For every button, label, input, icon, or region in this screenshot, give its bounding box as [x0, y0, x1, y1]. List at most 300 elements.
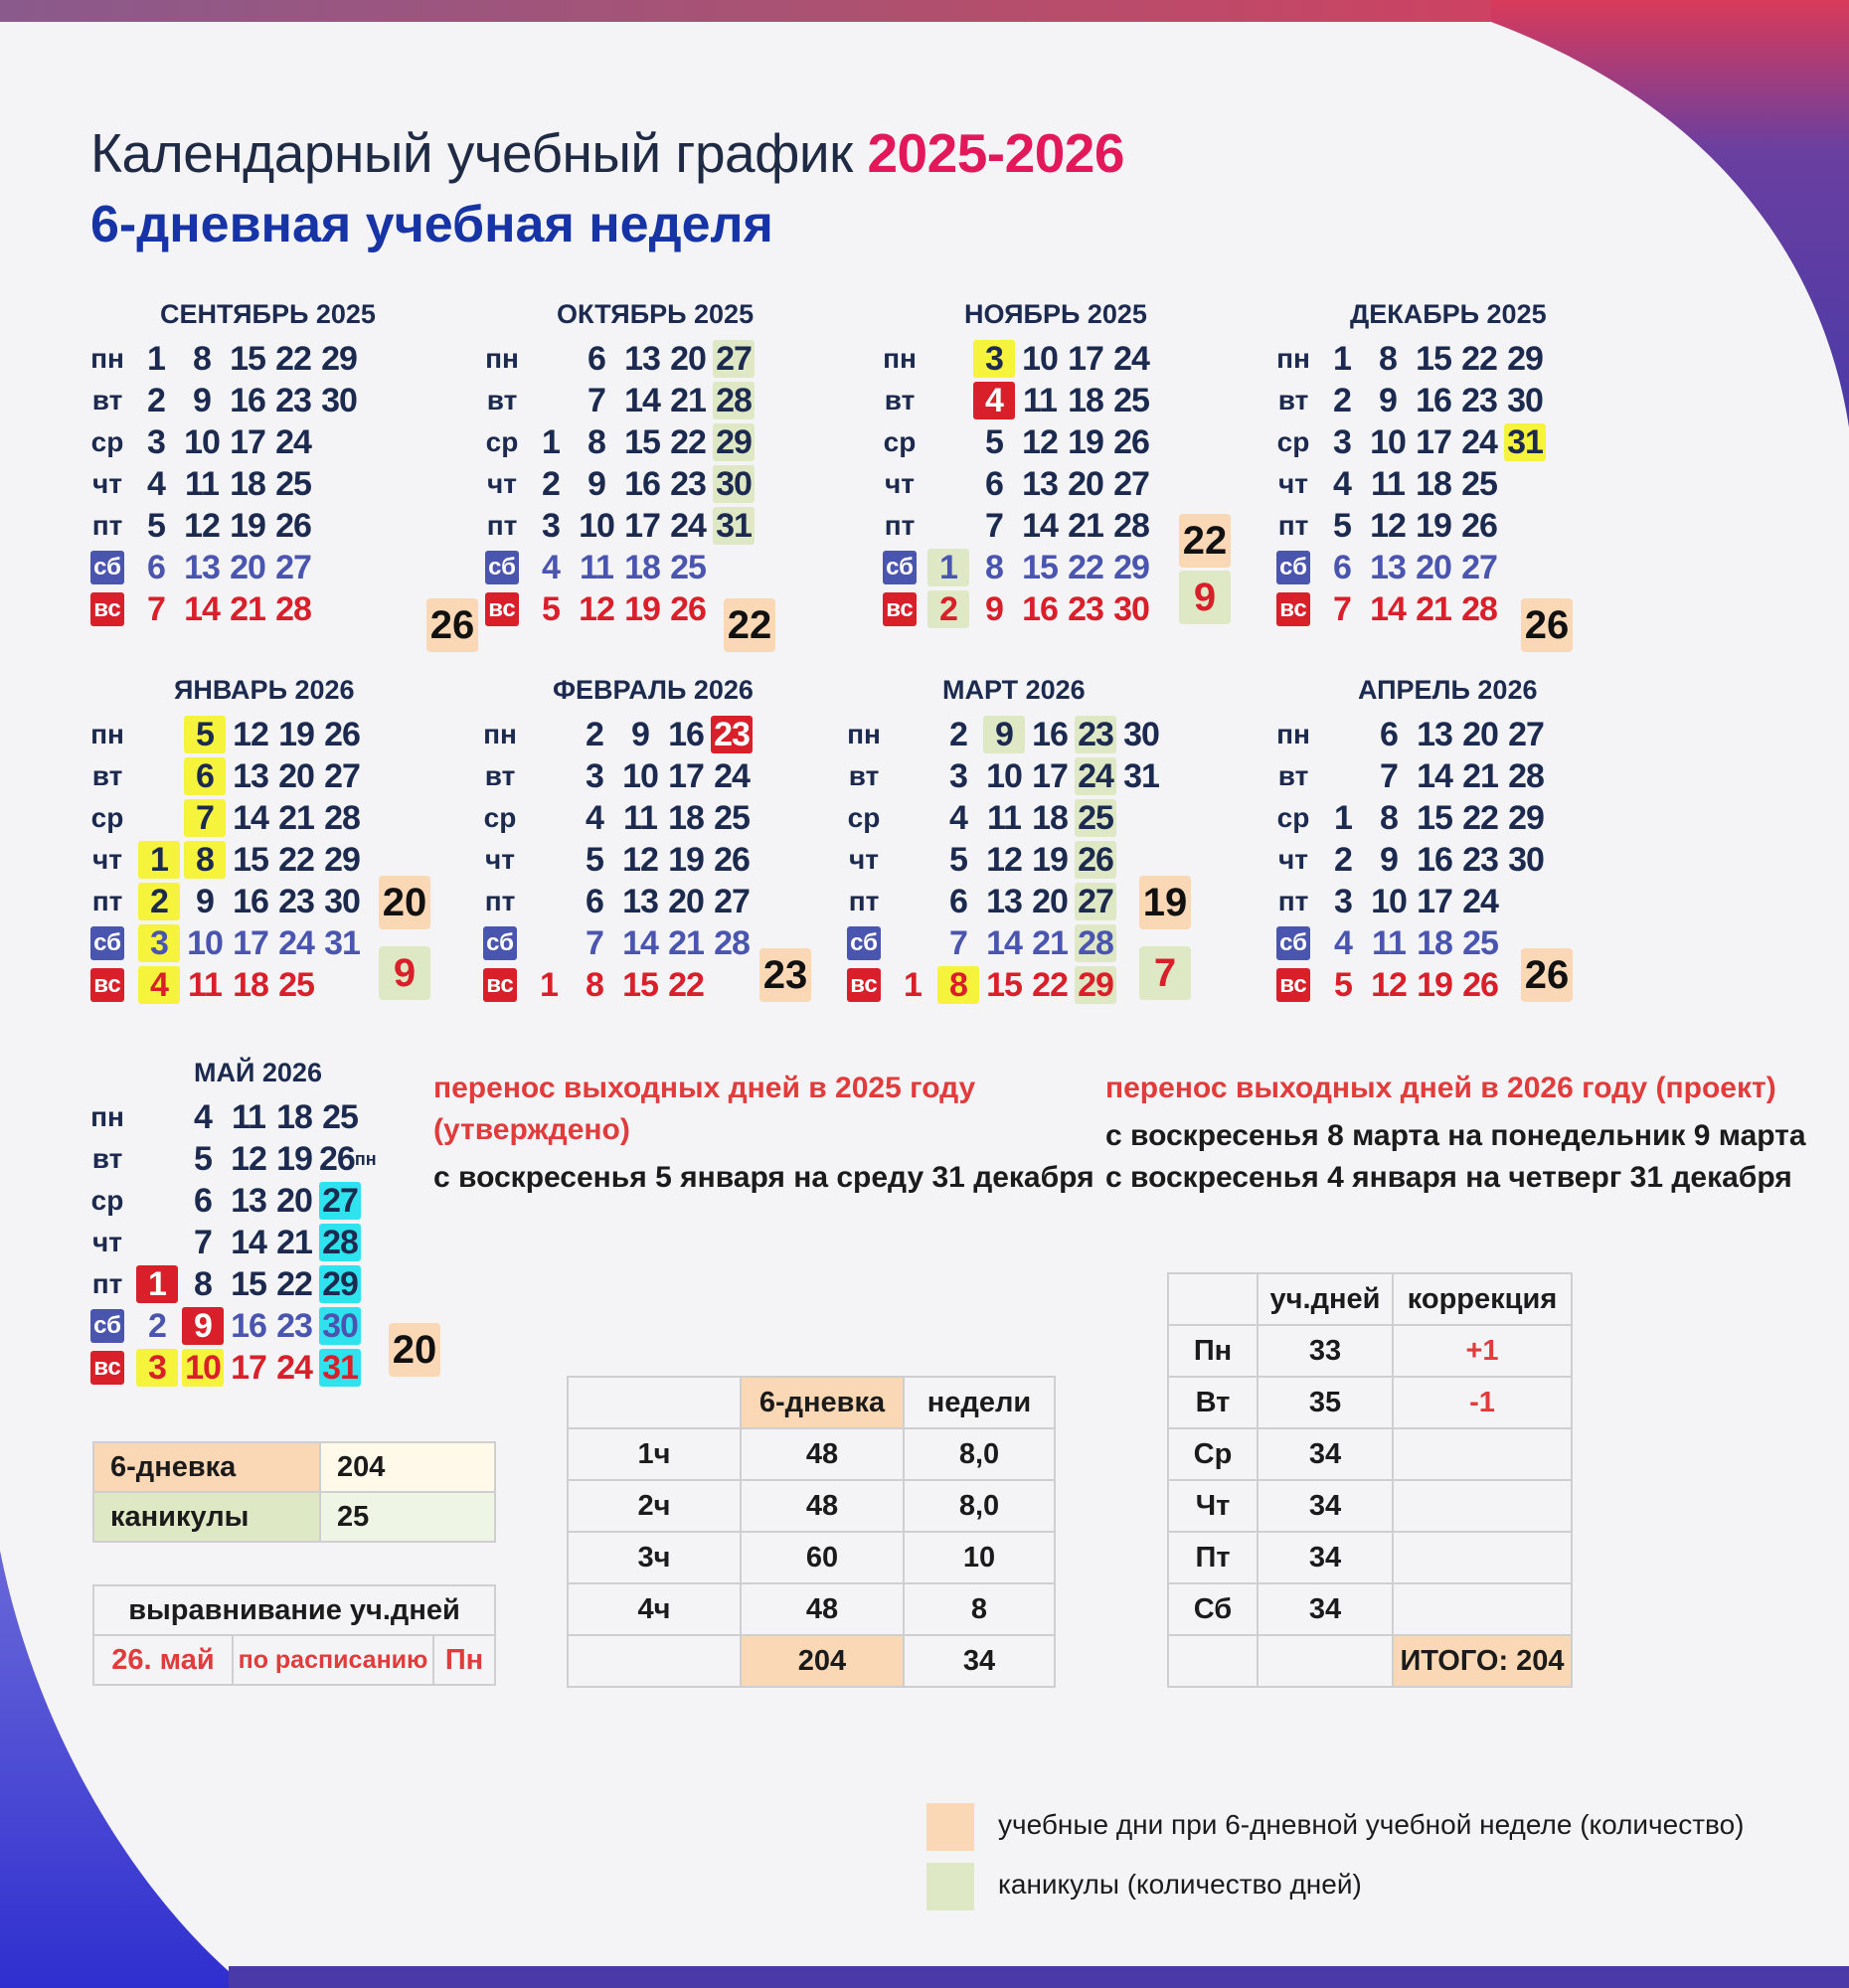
weekday-label: вс — [1276, 592, 1310, 626]
day-cell: 20 — [668, 882, 704, 920]
weekday-days — [1258, 1635, 1393, 1687]
day-cell: 4 — [194, 1097, 212, 1136]
month-title: МАРТ 2026 — [942, 675, 1086, 705]
day-cell: 8 — [588, 422, 605, 461]
day-cell: 5 — [194, 1139, 212, 1178]
study-days-badge: 20 — [389, 1323, 440, 1377]
day-cell: 7 — [147, 589, 165, 628]
table-row — [1168, 1325, 1572, 1377]
day-cell: 10 — [1370, 422, 1406, 461]
weekday-label: Ср — [1168, 1428, 1258, 1480]
quarter-days: 48 — [741, 1428, 904, 1480]
day-cell: 23 — [1075, 716, 1116, 753]
day-cell: 2 — [949, 715, 967, 753]
day-cell: 21 — [278, 798, 314, 837]
day-cell: 19 — [1417, 965, 1452, 1004]
day-cell: 1 — [927, 549, 969, 586]
quarter-label: 1ч — [568, 1428, 741, 1480]
weekday-label: пт — [884, 510, 916, 541]
day-cell: 22 — [668, 965, 704, 1004]
day-cell: 1 — [540, 965, 558, 1004]
day-cell: 18 — [276, 1097, 312, 1136]
day-cell: 26 — [324, 715, 360, 753]
day-cell: 20 — [1032, 882, 1068, 920]
day-cell: 20 — [276, 1181, 312, 1220]
day-cell: 14 — [622, 923, 658, 962]
alignment-day: Пн — [433, 1635, 495, 1685]
page-subtitle: 6-дневная учебная неделя — [90, 196, 773, 253]
study-days-badge: 22 — [724, 598, 775, 652]
day-cell: 30 — [713, 465, 755, 503]
day-cell: 24 — [276, 1348, 312, 1387]
day-cell: 29 — [1075, 966, 1116, 1004]
day-cell: 8 — [194, 1264, 212, 1303]
table-row — [93, 1585, 495, 1635]
weekday-label: вс — [90, 592, 124, 626]
day-cell: 21 — [1462, 756, 1498, 795]
day-cell: 1 — [1333, 339, 1351, 378]
day-cell: 30 — [1508, 840, 1544, 879]
day-cell: 5 — [985, 422, 1003, 461]
day-cell: 15 — [1417, 798, 1452, 837]
day-cell: 11 — [623, 798, 657, 837]
table-row — [568, 1428, 1055, 1480]
day-cell: 2 — [1334, 840, 1352, 879]
quarter-label — [568, 1635, 741, 1687]
day-cell: 23 — [275, 381, 311, 419]
day-cell: 23 — [278, 882, 314, 920]
day-cell: 23 — [276, 1306, 312, 1345]
day-cell: 15 — [622, 965, 658, 1004]
day-cell: 8 — [937, 966, 979, 1004]
transfers-2025 — [433, 1068, 1094, 1199]
quarter-weeks: 8,0 — [904, 1480, 1055, 1532]
month-block — [483, 672, 841, 1004]
weekday-table — [1167, 1272, 1573, 1688]
day-cell: 18 — [668, 798, 704, 837]
transfers-2025-heading-note: (утверждено) — [433, 1113, 630, 1146]
day-cell: 16 — [231, 1306, 266, 1345]
weekday-label: ср — [1276, 426, 1310, 457]
legend-swatch — [926, 1863, 974, 1910]
day-cell: 19 — [278, 715, 314, 753]
day-cell: 26 — [275, 506, 311, 545]
weekday-label: пн — [90, 1101, 124, 1132]
weekday-days: 34 — [1258, 1480, 1393, 1532]
weekday-label: вт — [91, 1143, 123, 1174]
table-row — [568, 1480, 1055, 1532]
day-cell: 4 — [1334, 923, 1352, 962]
weekday-days: 34 — [1258, 1532, 1393, 1583]
day-cell: 24 — [1075, 757, 1116, 795]
weekday-label: ср — [485, 426, 519, 457]
table-row — [1168, 1532, 1572, 1583]
day-cell: 9 — [1380, 840, 1398, 879]
weekday-label: вт — [91, 760, 123, 791]
month-title: ДЕКАБРЬ 2025 — [1350, 299, 1547, 329]
table-row — [568, 1583, 1055, 1635]
quarters-header: недели — [904, 1377, 1055, 1428]
day-cell: 31 — [1504, 423, 1546, 461]
alignment-table — [92, 1584, 496, 1686]
day-cell: 30 — [324, 882, 360, 920]
month-title: ЯНВАРЬ 2026 — [174, 675, 355, 705]
day-cell: 27 — [319, 1182, 361, 1220]
weekday-label: вс — [1276, 968, 1310, 1002]
day-cell: 12 — [231, 1139, 266, 1178]
day-cell: 5 — [586, 840, 603, 879]
day-cell: 1 — [542, 422, 560, 461]
weekday-correction — [1393, 1428, 1572, 1480]
weekday-label: пн — [1276, 343, 1310, 374]
weekday-label: Сб — [1168, 1583, 1258, 1635]
day-cell: 26 — [1075, 841, 1116, 879]
table-row — [1168, 1273, 1572, 1325]
day-cell: 20 — [230, 548, 265, 586]
day-cell: 26 — [670, 589, 706, 628]
weekday-label: ср — [883, 426, 917, 457]
day-cell: 19 — [668, 840, 704, 879]
day-cell: 4 — [147, 464, 165, 503]
day-cell: 3 — [973, 340, 1015, 378]
day-cell: 30 — [319, 1307, 361, 1345]
day-cell: 3 — [1333, 422, 1351, 461]
weekday-label: Чт — [1168, 1480, 1258, 1532]
day-cell: 25 — [275, 464, 311, 503]
table-row — [568, 1377, 1055, 1428]
day-cell: 21 — [1068, 506, 1103, 545]
weekday-label: сб — [883, 551, 917, 584]
day-cell: 22 — [275, 339, 311, 378]
day-cell: 3 — [949, 756, 967, 795]
day-cell: 25 — [714, 798, 750, 837]
transfers-2025-heading: перенос выходных дней в 2025 году — [433, 1072, 976, 1104]
month-title: ФЕВРАЛЬ 2026 — [553, 675, 754, 705]
transfers-2026 — [1105, 1068, 1806, 1199]
day-cell: 20 — [670, 339, 706, 378]
day-cell: 13 — [986, 882, 1022, 920]
day-cell: 10 — [184, 422, 220, 461]
table-row — [1168, 1583, 1572, 1635]
weekday-label: ср — [90, 802, 124, 833]
weekday-header: коррекция — [1393, 1273, 1572, 1325]
day-cell: 3 — [138, 924, 180, 962]
day-cell: 6 — [1333, 548, 1351, 586]
day-cell: 17 — [1032, 756, 1068, 795]
weekday-label: вт — [486, 385, 518, 415]
weekday-label: пт — [91, 510, 123, 541]
day-cell: 14 — [233, 798, 268, 837]
day-cell: 19 — [624, 589, 660, 628]
day-cell: 3 — [1334, 882, 1352, 920]
day-cell: 10 — [187, 923, 223, 962]
day-cell: 24 — [714, 756, 750, 795]
day-cell: 6 — [1380, 715, 1398, 753]
day-cell: 1 — [1334, 798, 1352, 837]
day-cell: 18 — [233, 965, 268, 1004]
legend-swatch — [926, 1803, 974, 1851]
weekday-days: 35 — [1258, 1377, 1393, 1428]
weekday-label: пт — [91, 886, 123, 916]
weekday-label: сб — [90, 926, 124, 960]
study-days-badge: 20 — [379, 876, 430, 929]
day-cell: 13 — [1417, 715, 1452, 753]
day-cell: 2 — [1333, 381, 1351, 419]
day-cell: 30 — [1113, 589, 1149, 628]
month-block — [847, 672, 1205, 1004]
month-block — [485, 296, 843, 647]
day-cell: 2 — [148, 1306, 166, 1345]
day-cell: 9 — [983, 716, 1025, 753]
weekday-days: 34 — [1258, 1583, 1393, 1635]
day-cell: 14 — [624, 381, 660, 419]
table-row — [93, 1442, 495, 1492]
transfers-2026-heading: перенос выходных дней в 2026 году (проект) — [1105, 1072, 1776, 1104]
day-cell: 10 — [1371, 882, 1407, 920]
month-block — [1276, 672, 1634, 1004]
quarters-header: 6-дневка — [741, 1377, 904, 1428]
day-cell: 11 — [1372, 923, 1406, 962]
day-cell: 28 — [713, 382, 755, 419]
study-days-badge: 26 — [1521, 948, 1573, 1002]
day-cell: 15 — [231, 1264, 266, 1303]
day-cell: 24 — [1113, 339, 1149, 378]
day-cell: 22 — [670, 422, 706, 461]
day-cell: 24 — [1461, 422, 1497, 461]
weekday-label: пт — [484, 886, 516, 916]
day-cell: 22 — [1068, 548, 1103, 586]
study-days-badge: 26 — [426, 598, 478, 652]
day-cell: 27 — [275, 548, 311, 586]
day-cell: 11 — [232, 1097, 265, 1136]
table-row — [568, 1532, 1055, 1583]
day-cell: 22 — [1462, 798, 1498, 837]
day-cell: 4 — [542, 548, 560, 586]
day-cell: 22 — [1032, 965, 1068, 1004]
day-cell: 6 — [194, 1181, 212, 1220]
day-cell: 11 — [1023, 381, 1057, 419]
day-cell: 17 — [231, 1348, 266, 1387]
day-cell: 13 — [184, 548, 220, 586]
month-block — [90, 672, 448, 1004]
quarter-days: 48 — [741, 1480, 904, 1532]
day-cell: 18 — [230, 464, 265, 503]
weekday-label: Вт — [1168, 1377, 1258, 1428]
day-cell: 26 — [1461, 506, 1497, 545]
day-cell: 6 — [184, 757, 226, 795]
weekday-label: сб — [90, 1309, 124, 1343]
day-cell: 8 — [1379, 339, 1397, 378]
day-cell: 12 — [986, 840, 1022, 879]
day-cell: 17 — [624, 506, 660, 545]
day-cell: 4 — [138, 966, 180, 1004]
day-cell: 9 — [1379, 381, 1397, 419]
day-cell: 18 — [624, 548, 660, 586]
month-block — [1276, 296, 1634, 647]
weekday-label: ср — [90, 1185, 124, 1216]
legend-text: каникулы (количество дней) — [998, 1869, 1362, 1900]
day-cell: 24 — [275, 422, 311, 461]
summary-table — [92, 1441, 496, 1543]
summary-value: 25 — [320, 1492, 495, 1542]
transfer-line: с воскресенья 4 января на четверг 31 декабря — [1105, 1161, 1792, 1194]
weekday-label: вт — [1277, 760, 1309, 791]
day-cell: 3 — [136, 1349, 178, 1387]
day-cell: 27 — [714, 882, 750, 920]
month-block — [883, 296, 1241, 628]
weekday-label: чт — [92, 468, 122, 499]
day-cell: 17 — [230, 422, 265, 461]
day-cell: 15 — [986, 965, 1022, 1004]
table-row — [1168, 1428, 1572, 1480]
day-cell: 15 — [624, 422, 660, 461]
day-cell: 24 — [1462, 882, 1498, 920]
weekday-label: чт — [849, 844, 879, 875]
day-cell: 15 — [1416, 339, 1451, 378]
day-cell: 12 — [184, 506, 220, 545]
day-cell: 22 — [1461, 339, 1497, 378]
day-cell: 19 — [1068, 422, 1103, 461]
day-cell: 2 — [147, 381, 165, 419]
day-cell: 24 — [670, 506, 706, 545]
study-days-badge: 19 — [1139, 876, 1191, 929]
day-cell: 12 — [233, 715, 268, 753]
day-cell: 16 — [1416, 381, 1451, 419]
day-cell: 13 — [231, 1181, 266, 1220]
day-cell: 28 — [324, 798, 360, 837]
day-cell: 17 — [1068, 339, 1103, 378]
holiday-days-badge: 7 — [1139, 946, 1191, 1000]
day-cell: 13 — [233, 756, 268, 795]
day-cell: 7 — [586, 923, 603, 962]
day-cell: 25 — [670, 548, 706, 586]
day-cell: 16 — [1417, 840, 1452, 879]
weekday-label: пн — [1276, 719, 1310, 749]
day-cell: 30 — [321, 381, 357, 419]
weekday-label: сб — [483, 926, 517, 960]
weekday-label: ср — [1276, 802, 1310, 833]
day-cell: 7 — [1380, 756, 1398, 795]
day-cell: 16 — [233, 882, 268, 920]
day-cell: 12 — [1022, 422, 1058, 461]
weekday-label: чт — [885, 468, 915, 499]
quarter-days: 48 — [741, 1583, 904, 1635]
day-cell: 13 — [1370, 548, 1406, 586]
day-cell: 25 — [322, 1097, 358, 1136]
day-cell: 29 — [321, 339, 357, 378]
weekday-label: пт — [1277, 510, 1309, 541]
day-cell: 6 — [586, 882, 603, 920]
day-cell: 21 — [670, 381, 706, 419]
day-cell: 27 — [1113, 464, 1149, 503]
day-cell: 2 — [542, 464, 560, 503]
weekday-label: сб — [1276, 551, 1310, 584]
weekday-label: вс — [483, 968, 517, 1002]
month-block — [90, 1055, 448, 1387]
weekday-label: пн — [90, 719, 124, 749]
day-cell: 14 — [986, 923, 1022, 962]
weekday-label: пн — [90, 343, 124, 374]
day-cell: 9 — [631, 715, 649, 753]
day-cell: 29 — [713, 423, 755, 461]
alignment-schedule: по расписанию — [233, 1635, 433, 1685]
weekday-header — [1168, 1273, 1258, 1325]
day-cell: 12 — [622, 840, 658, 879]
day-cell: 31 — [1123, 756, 1159, 795]
day-cell: 1 — [138, 841, 180, 879]
month-title: НОЯБРЬ 2025 — [964, 299, 1147, 329]
day-cell: 28 — [714, 923, 750, 962]
transfer-line: с воскресенья 8 марта на понедельник 9 марта — [1105, 1119, 1806, 1152]
day-cell: 30 — [1507, 381, 1543, 419]
day-cell: 8 — [184, 841, 226, 879]
day-cell: 16 — [624, 464, 660, 503]
weekday-days: 33 — [1258, 1325, 1393, 1377]
weekday-correction: -1 — [1393, 1377, 1572, 1428]
quarter-label: 2ч — [568, 1480, 741, 1532]
day-cell: 14 — [1022, 506, 1058, 545]
day-cell: 13 — [1022, 464, 1058, 503]
day-cell: 18 — [1416, 464, 1451, 503]
weekday-label: чт — [487, 468, 517, 499]
weekday-label: пн — [485, 343, 519, 374]
weekday-correction: +1 — [1393, 1325, 1572, 1377]
weekday-label: вс — [847, 968, 881, 1002]
day-cell: 17 — [1416, 422, 1451, 461]
day-cell: 8 — [1380, 798, 1398, 837]
day-cell: 23 — [711, 716, 753, 753]
day-cell: 9 — [196, 882, 214, 920]
weekday-correction — [1393, 1480, 1572, 1532]
day-cell: 15 — [1022, 548, 1058, 586]
day-cell: 25 — [1461, 464, 1497, 503]
day-cell: 21 — [1032, 923, 1068, 962]
day-cell: 15 — [233, 840, 268, 879]
weekday-label: чт — [92, 844, 122, 875]
day-cell: 2 — [586, 715, 603, 753]
weekday-label: пт — [848, 886, 880, 916]
weekday-label: Пн — [1168, 1325, 1258, 1377]
day-cell: 22 — [276, 1264, 312, 1303]
day-cell: 6 — [949, 882, 967, 920]
day-cell: 9 — [193, 381, 211, 419]
day-cell: 11 — [987, 798, 1021, 837]
day-cell: 28 — [275, 589, 311, 628]
day-cell: 1 — [136, 1265, 178, 1303]
quarter-days-total: 204 — [741, 1635, 904, 1687]
day-cell: 16 — [668, 715, 704, 753]
day-cell: 19 — [230, 506, 265, 545]
day-cell: 16 — [230, 381, 265, 419]
day-cell: 27 — [713, 340, 755, 378]
day-cell: 24 — [278, 923, 314, 962]
transfer-line: с воскресенья 5 января на среду 31 декабря — [433, 1161, 1094, 1194]
day-cell: 4 — [973, 382, 1015, 419]
day-cell: 1 — [147, 339, 165, 378]
day-cell: 9 — [182, 1307, 224, 1345]
day-cell: 26 пн — [319, 1139, 377, 1178]
title-text: Календарный учебный график — [90, 122, 853, 184]
weekday-label: пт — [486, 510, 518, 541]
day-cell: 27 — [324, 756, 360, 795]
day-cell: 23 — [1461, 381, 1497, 419]
weekday-label: пн — [883, 343, 917, 374]
day-cell: 28 — [1075, 924, 1116, 962]
quarter-weeks: 8 — [904, 1583, 1055, 1635]
summary-label: 6-дневка — [93, 1442, 320, 1492]
day-cell: 28 — [1113, 506, 1149, 545]
day-cell: 5 — [949, 840, 967, 879]
